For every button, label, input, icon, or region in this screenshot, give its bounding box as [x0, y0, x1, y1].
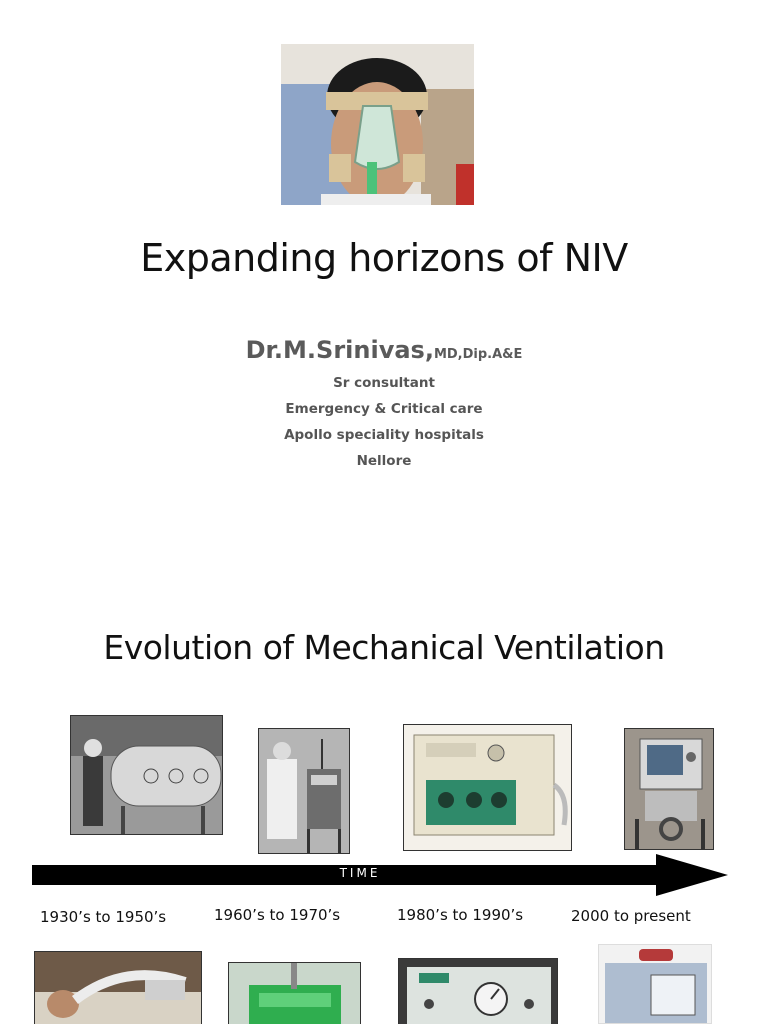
green-device-photo — [228, 962, 361, 1024]
patient-on-ventilator-photo — [34, 951, 202, 1024]
modern-ventilator-photo — [624, 728, 714, 850]
author-credentials: MD,Dip.A&E — [433, 347, 523, 362]
era-label-1980s: 1980’s to 1990’s — [397, 906, 524, 924]
era-label-2000s: 2000 to present — [571, 907, 691, 925]
author-department: Emergency & Critical care — [285, 401, 483, 417]
era-label-1930s: 1930’s to 1950’s — [40, 908, 167, 926]
author-line — [0, 336, 768, 364]
niv-mask-patient-photo — [281, 44, 474, 205]
evolution-title: Evolution of Mechanical Ventilation — [103, 628, 665, 667]
author-role: Sr consultant — [333, 375, 435, 391]
author-hospital: Apollo speciality hospitals — [284, 427, 484, 443]
gauge-ventilator-photo — [398, 958, 558, 1024]
portable-ventilator-photo — [598, 944, 712, 1024]
iron-lung-photo — [70, 715, 223, 835]
era-label-1960s: 1960’s to 1970’s — [214, 906, 341, 924]
1980s-ventilator-photo — [403, 724, 572, 851]
timeline-label: TIME — [339, 866, 381, 880]
evolution-slide — [0, 576, 768, 1024]
author-name: Dr.M.Srinivas, — [245, 336, 434, 364]
author-city: Nellore — [356, 453, 412, 469]
1960s-ventilator-photo — [258, 728, 350, 854]
presentation-title: Expanding horizons of NIV — [140, 236, 628, 280]
